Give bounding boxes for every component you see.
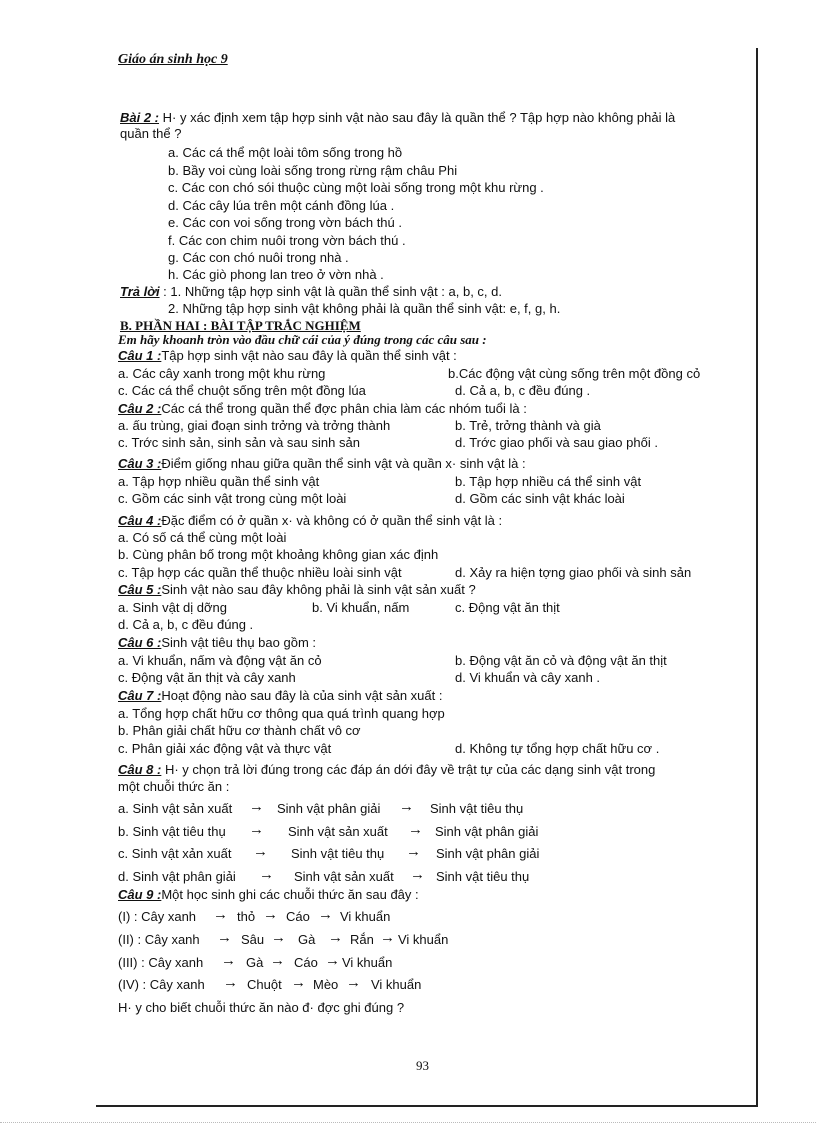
arrow-icon: →	[291, 974, 306, 991]
question-label: Câu 9 :	[118, 887, 162, 902]
chain-step: Vi khuẩn	[398, 932, 449, 947]
bai2-answer-1	[120, 284, 502, 299]
arrow-icon: →	[253, 843, 268, 860]
answer-option[interactable]: b. Cùng phân bố trong một khoảng không gian xác định	[118, 547, 439, 562]
question-label: Câu 2 :	[118, 401, 162, 416]
arrow-icon: →	[406, 843, 421, 860]
chain-step: Rắn	[350, 932, 374, 947]
chain-step: b. Sinh vật tiêu thụ	[118, 824, 226, 839]
answer-option[interactable]: a. Có số cá thể cùng một loài	[118, 530, 287, 545]
chain-step: Sâu	[241, 932, 265, 947]
question-text: Các cá thể trong quần thể đợc phân chia làm các nhóm tuổi là :	[161, 401, 527, 416]
question-9-closing: H· y cho biết chuỗi thức ăn nào đ· đợc ghi đúng ?	[118, 1000, 405, 1015]
question-label: Câu 8 :	[118, 762, 162, 777]
question-text: Một học sinh ghi các chuỗi thức ăn sau đây :	[161, 887, 419, 902]
answer-option[interactable]: c. Động vật ăn thịt và cây xanh	[118, 670, 296, 685]
chain-step: Sinh vật tiêu thụ	[430, 801, 524, 816]
answer-option[interactable]: a. Sinh vật dị dỡng	[118, 600, 227, 615]
chain-step: Cáo	[294, 955, 318, 970]
question-1	[118, 348, 457, 363]
answer-text: : 1. Những tập hợp sinh vật là quần thể sinh vật : a, b, c, d.	[159, 284, 502, 299]
question-8-cont: một chuỗi thức ăn :	[118, 779, 230, 794]
arrow-icon: →	[249, 821, 264, 838]
chain-step: (III) : Cây xanh	[118, 955, 204, 970]
bai2-option: c. Các con chó sói thuộc cùng một loài sống trong một khu rừng .	[168, 180, 544, 195]
answer-option[interactable]: d. Cả a, b, c đều đúng .	[118, 617, 254, 632]
chain-step: Gà	[246, 955, 264, 970]
arrow-icon: →	[217, 929, 232, 946]
question-label: Câu 7 :	[118, 688, 162, 703]
answer-option[interactable]: c. Trớc sinh sản, sinh sản và sau sinh sản	[118, 435, 360, 450]
arrow-icon: →	[271, 929, 286, 946]
answer-option[interactable]: d. Trớc giao phối và sau giao phối .	[455, 435, 658, 450]
answer-option[interactable]: b.Các động vật cùng sống trên một đồng cỏ	[448, 366, 701, 381]
arrow-icon: →	[318, 906, 333, 923]
question-label: Câu 1 :	[118, 348, 162, 363]
chain-step: d. Sinh vật phân giải	[118, 869, 236, 884]
question-2	[118, 401, 527, 416]
answer-option[interactable]: d. Xảy ra hiện tợng giao phối và sinh sản	[455, 565, 692, 580]
chain-step: (II) : Cây xanh	[118, 932, 200, 947]
arrow-icon: →	[399, 798, 414, 815]
answer-option[interactable]: b. Tập hợp nhiều cá thể sinh vật	[455, 474, 642, 489]
answer-option[interactable]: a. Vi khuẩn, nấm và động vật ăn cỏ	[118, 653, 322, 668]
question-5	[118, 582, 476, 597]
chain-step: Sinh vật tiêu thụ	[291, 846, 385, 861]
chain-step: (IV) : Cây xanh	[118, 977, 205, 992]
answer-option[interactable]: d. Vi khuẩn và cây xanh .	[455, 670, 601, 685]
question-label: Câu 5 :	[118, 582, 162, 597]
arrow-icon: →	[249, 798, 264, 815]
arrow-icon: →	[263, 906, 278, 923]
bai2-answer-2: 2. Những tập hợp sinh vật không phải là quần thể sinh vật: e, f, g, h.	[168, 301, 561, 316]
answer-option[interactable]: c. Phân giải xác động vật và thực vật	[118, 741, 332, 756]
chain-step: Vi khuẩn	[371, 977, 422, 992]
chain-step: Chuột	[247, 977, 282, 992]
answer-option[interactable]: a. Các cây xanh trong một khu rừng	[118, 366, 326, 381]
arrow-icon: →	[259, 866, 274, 883]
answer-option[interactable]: d. Không tự tổng hợp chất hữu cơ .	[455, 741, 660, 756]
chain-step: Gà	[298, 932, 316, 947]
arrow-icon: →	[223, 974, 238, 991]
question-6	[118, 635, 316, 650]
question-8	[118, 762, 655, 777]
question-label: Câu 6 :	[118, 635, 162, 650]
bai2-label: Bài 2 :	[120, 110, 160, 125]
bai2-option: d. Các cây lúa trên một cánh đồng lúa .	[168, 198, 395, 213]
question-7	[118, 688, 442, 703]
answer-option[interactable]: d. Cả a, b, c đều đúng .	[455, 383, 591, 398]
arrow-icon: →	[380, 929, 395, 946]
chain-step: thỏ	[237, 909, 256, 924]
bai2-option: b. Bầy voi cùng loài sống trong rừng rậm châu Phi	[168, 163, 458, 178]
answer-option[interactable]: c. Các cá thể chuột sống trên một đồng lúa	[118, 383, 366, 398]
document-header: Giáo án sinh học 9	[118, 52, 228, 67]
section-title: B. PHẦN HAI : BÀI TẬP TRẮC NGHIỆM	[120, 318, 361, 333]
chain-step: Mèo	[313, 977, 339, 992]
arrow-icon: →	[346, 974, 361, 991]
bai2-option: f. Các con chim nuôi trong vờn bách thú .	[168, 233, 406, 248]
chain-step: Sinh vật sản xuất	[294, 869, 394, 884]
chain-step: Vi khuẩn	[340, 909, 391, 924]
answer-option[interactable]: c. Gồm các sinh vật trong cùng một loài	[118, 491, 347, 506]
question-label: Câu 4 :	[118, 513, 162, 528]
answer-option[interactable]: b. Vi khuẩn, nấm	[312, 600, 410, 615]
bai2-option: a. Các cá thể một loài tôm sống trong hồ	[168, 145, 403, 160]
chain-step: c. Sinh vật xản xuất	[118, 846, 232, 861]
answer-option[interactable]: a. Tập hợp nhiều quần thể sinh vật	[118, 474, 320, 489]
chain-step: Sinh vật phân giải	[436, 846, 540, 861]
chain-step: Sinh vật tiêu thụ	[436, 869, 530, 884]
question-9	[118, 887, 419, 902]
question-3	[118, 456, 526, 471]
instruction: Em hãy khoanh tròn vào đầu chữ cái của ý đúng trong các câu sau :	[118, 332, 487, 347]
chain-step: (I) : Cây xanh	[118, 909, 197, 924]
answer-option[interactable]: b. Phân giải chất hữu cơ thành chất vô cơ	[118, 723, 361, 738]
question-text: Sinh vật nào sau đây không phải là sinh vật sản xuất ?	[161, 582, 476, 597]
arrow-icon: →	[410, 866, 425, 883]
answer-option[interactable]: b. Động vật ăn cỏ và động vật ăn thịt	[455, 653, 667, 668]
bai2-option: g. Các con chó nuôi trong nhà .	[168, 250, 349, 265]
question-text: Điểm giống nhau giữa quần thể sinh vật và quần x· sinh vật là :	[161, 456, 526, 471]
bai2-question-text: H· y xác định xem tập hợp sinh vật nào sau đây là quần thể ? Tập hợp nào không phải là	[159, 110, 676, 125]
arrow-icon: →	[328, 929, 343, 946]
chain-step: a. Sinh vật sản xuất	[118, 801, 233, 816]
chain-step: Cáo	[286, 909, 310, 924]
question-text: Hoạt động nào sau đây là của sinh vật sản xuất :	[161, 688, 443, 703]
answer-option[interactable]: c. Động vật ăn thịt	[455, 600, 560, 615]
page-number: 93	[416, 1058, 429, 1073]
arrow-icon: →	[270, 952, 285, 969]
question-text: H· y chọn trả lời đúng trong các đáp án dới đây về trật tự của các dạng sinh vật trong	[161, 762, 656, 777]
question-4	[118, 513, 502, 528]
bai2-question	[120, 110, 675, 125]
arrow-icon: →	[221, 952, 236, 969]
answer-option[interactable]: a. ấu trùng, giai đoạn sinh trởng và trởng thành	[118, 418, 391, 433]
question-text: Đặc điểm có ở quần x· và không có ở quần thể sinh vật là :	[161, 513, 503, 528]
bai2-option: h. Các giò phong lan treo ở vờn nhà .	[168, 267, 384, 282]
chain-step: Sinh vật phân giải	[435, 824, 539, 839]
arrow-icon: →	[213, 906, 228, 923]
question-text: Tập hợp sinh vật nào sau đây là quần thể sinh vật :	[161, 348, 457, 363]
answer-label: Trả lời	[120, 284, 160, 299]
arrow-icon: →	[408, 821, 423, 838]
answer-option[interactable]: b. Trẻ, trởng thành và già	[455, 418, 601, 433]
question-label: Câu 3 :	[118, 456, 162, 471]
bai2-question-cont: quần thể ?	[120, 126, 182, 141]
arrow-icon: →	[325, 952, 340, 969]
chain-step: Sinh vật sản xuất	[288, 824, 388, 839]
answer-option[interactable]: c. Tập hợp các quần thể thuộc nhiều loài sinh vật	[118, 565, 402, 580]
answer-option[interactable]: a. Tổng hợp chất hữu cơ thông qua quá trình quang hợp	[118, 706, 445, 721]
answer-option[interactable]: d. Gồm các sinh vật khác loài	[455, 491, 625, 506]
chain-step: Sinh vật phân giải	[277, 801, 381, 816]
chain-step: Vi khuẩn	[342, 955, 393, 970]
question-text: Sinh vật tiêu thụ bao gồm :	[161, 635, 316, 650]
bai2-option: e. Các con voi sống trong vờn bách thú .	[168, 215, 402, 230]
